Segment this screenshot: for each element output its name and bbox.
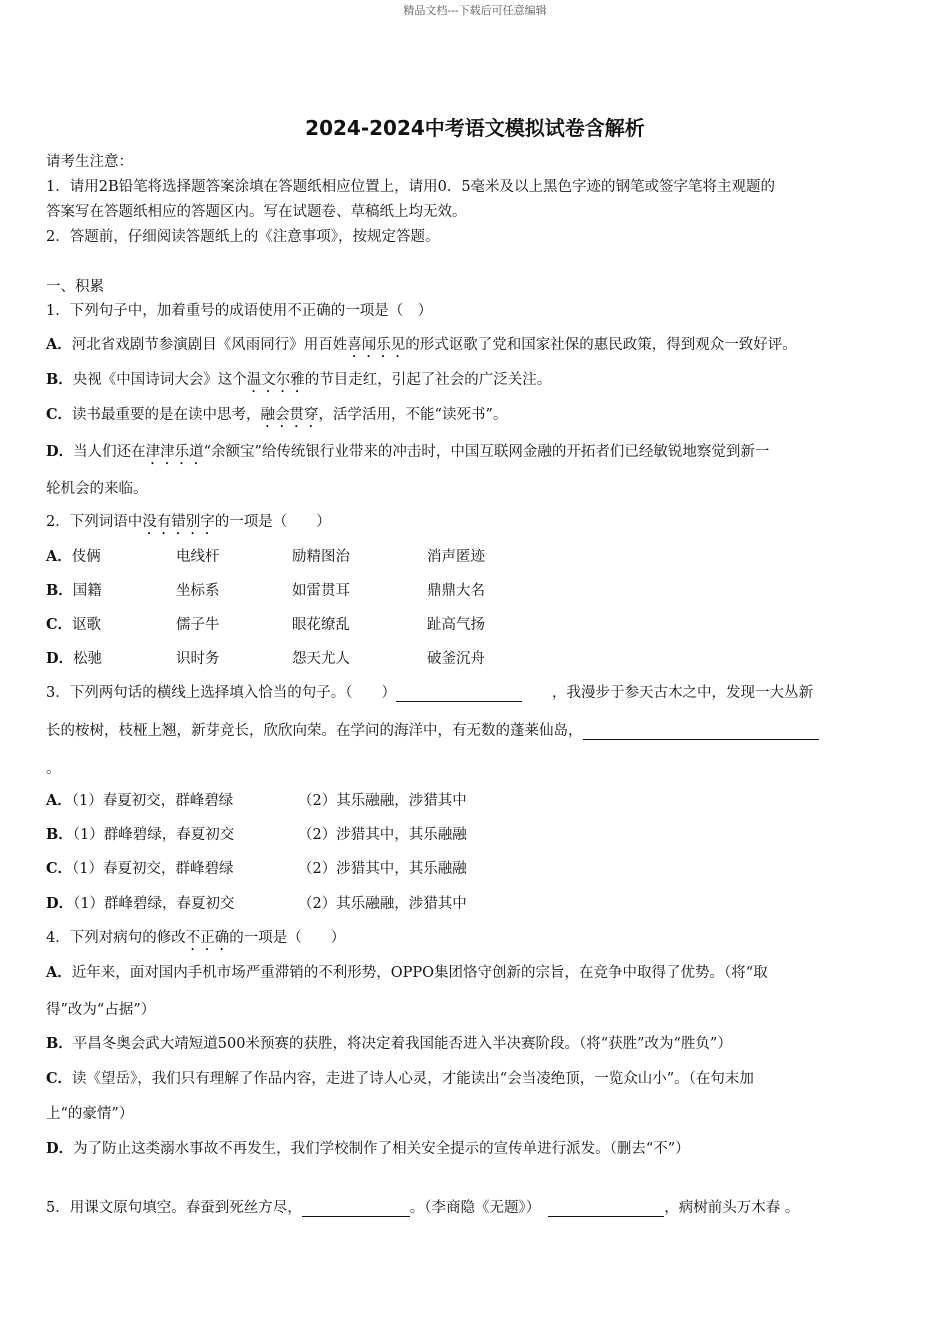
- option-label: C．: [46, 406, 73, 423]
- q3-option-d: D．（1）群峰碧绿，春夏初交 （2）其乐融融，涉猎其中: [46, 895, 467, 912]
- q3-stem-end: 。: [46, 761, 61, 777]
- emphasized-text: 没有错别字: [142, 514, 215, 530]
- q3-option-b: B．（1）群峰碧绿，春夏初交 （2）涉猎其中，其乐融融: [46, 826, 467, 843]
- q3-stem-line-1: 3．下列两句话的横线上选择填入恰当的句子。（ ） ，我漫步于参天古木之中，发现一大丛新: [46, 685, 813, 701]
- q3-option-c: C．（1）春夏初交，群峰碧绿 （2）涉猎其中，其乐融融: [46, 860, 467, 877]
- emphasized-idiom: 融会贯穿: [260, 407, 319, 423]
- notice-line-2: 2．答题前，仔细阅读答题纸上的《注意事项》，按规定答题。: [46, 229, 440, 245]
- q4-option-c: C．读《望岳》，我们只有理解了作品内容，走进了诗人心灵，才能读出“会当凌绝顶，一览众山小”。（在句末加: [46, 1070, 754, 1087]
- option-label: B．: [46, 371, 73, 388]
- notice-heading: 请考生注意：: [46, 154, 133, 170]
- q2-option-c: C．讴歌 儒子牛 眼花缭乱 趾高气扬: [46, 616, 485, 633]
- q3-option-a: A．（1）春夏初交，群峰碧绿 （2）其乐融融，涉猎其中: [46, 792, 467, 809]
- answer-blank[interactable]: [396, 687, 522, 702]
- q1-option-a: A．河北省戏剧节参演剧目《风雨同行》用百姓喜闻乐见的形式讴歌了党和国家社保的惠民政策，得到观众一致好评。: [46, 336, 797, 353]
- q1-option-d-cont: 轮机会的来临。: [46, 481, 148, 497]
- page-title: 2024-2024中考语文模拟试卷含解析: [305, 116, 645, 140]
- q3-stem-line-2: 长的桉树，枝桠上翘，新芽竞长，欣欣向荣。在学问的海洋中，有无数的蓬莱仙岛，: [46, 722, 819, 740]
- q1-option-c: C．读书最重要的是在读中思考，融会贯穿，活学活用，不能“读死书”。: [46, 406, 508, 423]
- section-heading: 一、积累: [46, 279, 104, 295]
- page-header: 精品文档---下载后可任意编辑: [403, 4, 547, 17]
- emphasized-text: 不正确: [185, 930, 230, 946]
- emphasized-idiom: 温文尔雅: [246, 372, 305, 388]
- answer-blank[interactable]: [548, 1202, 664, 1217]
- q4-option-a: A．近年来，面对国内手机市场严重滞销的不利形势，OPPO集团恪守创新的宗旨，在竞争中取得了优势。（将“取: [46, 964, 768, 981]
- q4-option-b: B．平昌冬奥会武大靖短道500米预赛的获胜，将决定着我国能否进入半决赛阶段。（将“获胜”改为“胜负”）: [46, 1035, 732, 1052]
- q1-option-b: B．央视《中国诗词大会》这个温文尔雅的节目走红，引起了社会的广泛关注。: [46, 371, 552, 388]
- option-label: A．: [46, 336, 72, 353]
- q2-option-b: B．国籍 坐标系 如雷贯耳 鼎鼎大名: [46, 582, 485, 599]
- answer-blank[interactable]: [302, 1202, 410, 1217]
- notice-line-1a: 1．请用2B铅笔将选择题答案涂填在答题纸相应位置上，请用0．5毫米及以上黑色字迹的钢笔或签字笔将主观题的: [46, 179, 776, 195]
- q4-option-d: D．为了防止这类溺水事故不再发生，我们学校制作了相关安全提示的宣传单进行派发。（删去“不”）: [46, 1140, 690, 1157]
- notice-line-1b: 答案写在答题纸相应的答题区内。写在试题卷、草稿纸上均无效。: [46, 204, 467, 220]
- emphasized-idiom: 喜闻乐见: [347, 337, 406, 353]
- q4-option-a-cont: 得”改为“占据”）: [46, 1002, 156, 1018]
- q1-stem: 1．下列句子中，加着重号的成语使用不正确的一项是（ ）: [46, 303, 433, 319]
- q5-stem: 5．用课文原句填空。春蚕到死丝方尽， 。（李商隐《无题》） ，病树前头万木春 。: [46, 1200, 800, 1216]
- q2-stem: 2．下列词语中没有错别字的一项是（ ）: [46, 514, 331, 530]
- answer-blank[interactable]: [583, 725, 819, 740]
- q2-option-a: A．伎俩 电线杆 励精图治 消声匿迹: [46, 548, 485, 565]
- option-label: D．: [46, 443, 74, 460]
- q4-stem: 4．下列对病句的修改不正确的一项是（ ）: [46, 930, 346, 946]
- emphasized-idiom: 津津乐道: [145, 444, 204, 460]
- q1-option-d: D．当人们还在津津乐道“余额宝”给传统银行业带来的冲击时，中国互联网金融的开拓者们已经敏锐地察觉到新一: [46, 443, 770, 460]
- q2-option-d: D．松驰 识时务 怨天尤人 破釜沉舟: [46, 650, 485, 667]
- q4-option-c-cont: 上“的豪情”）: [46, 1106, 134, 1122]
